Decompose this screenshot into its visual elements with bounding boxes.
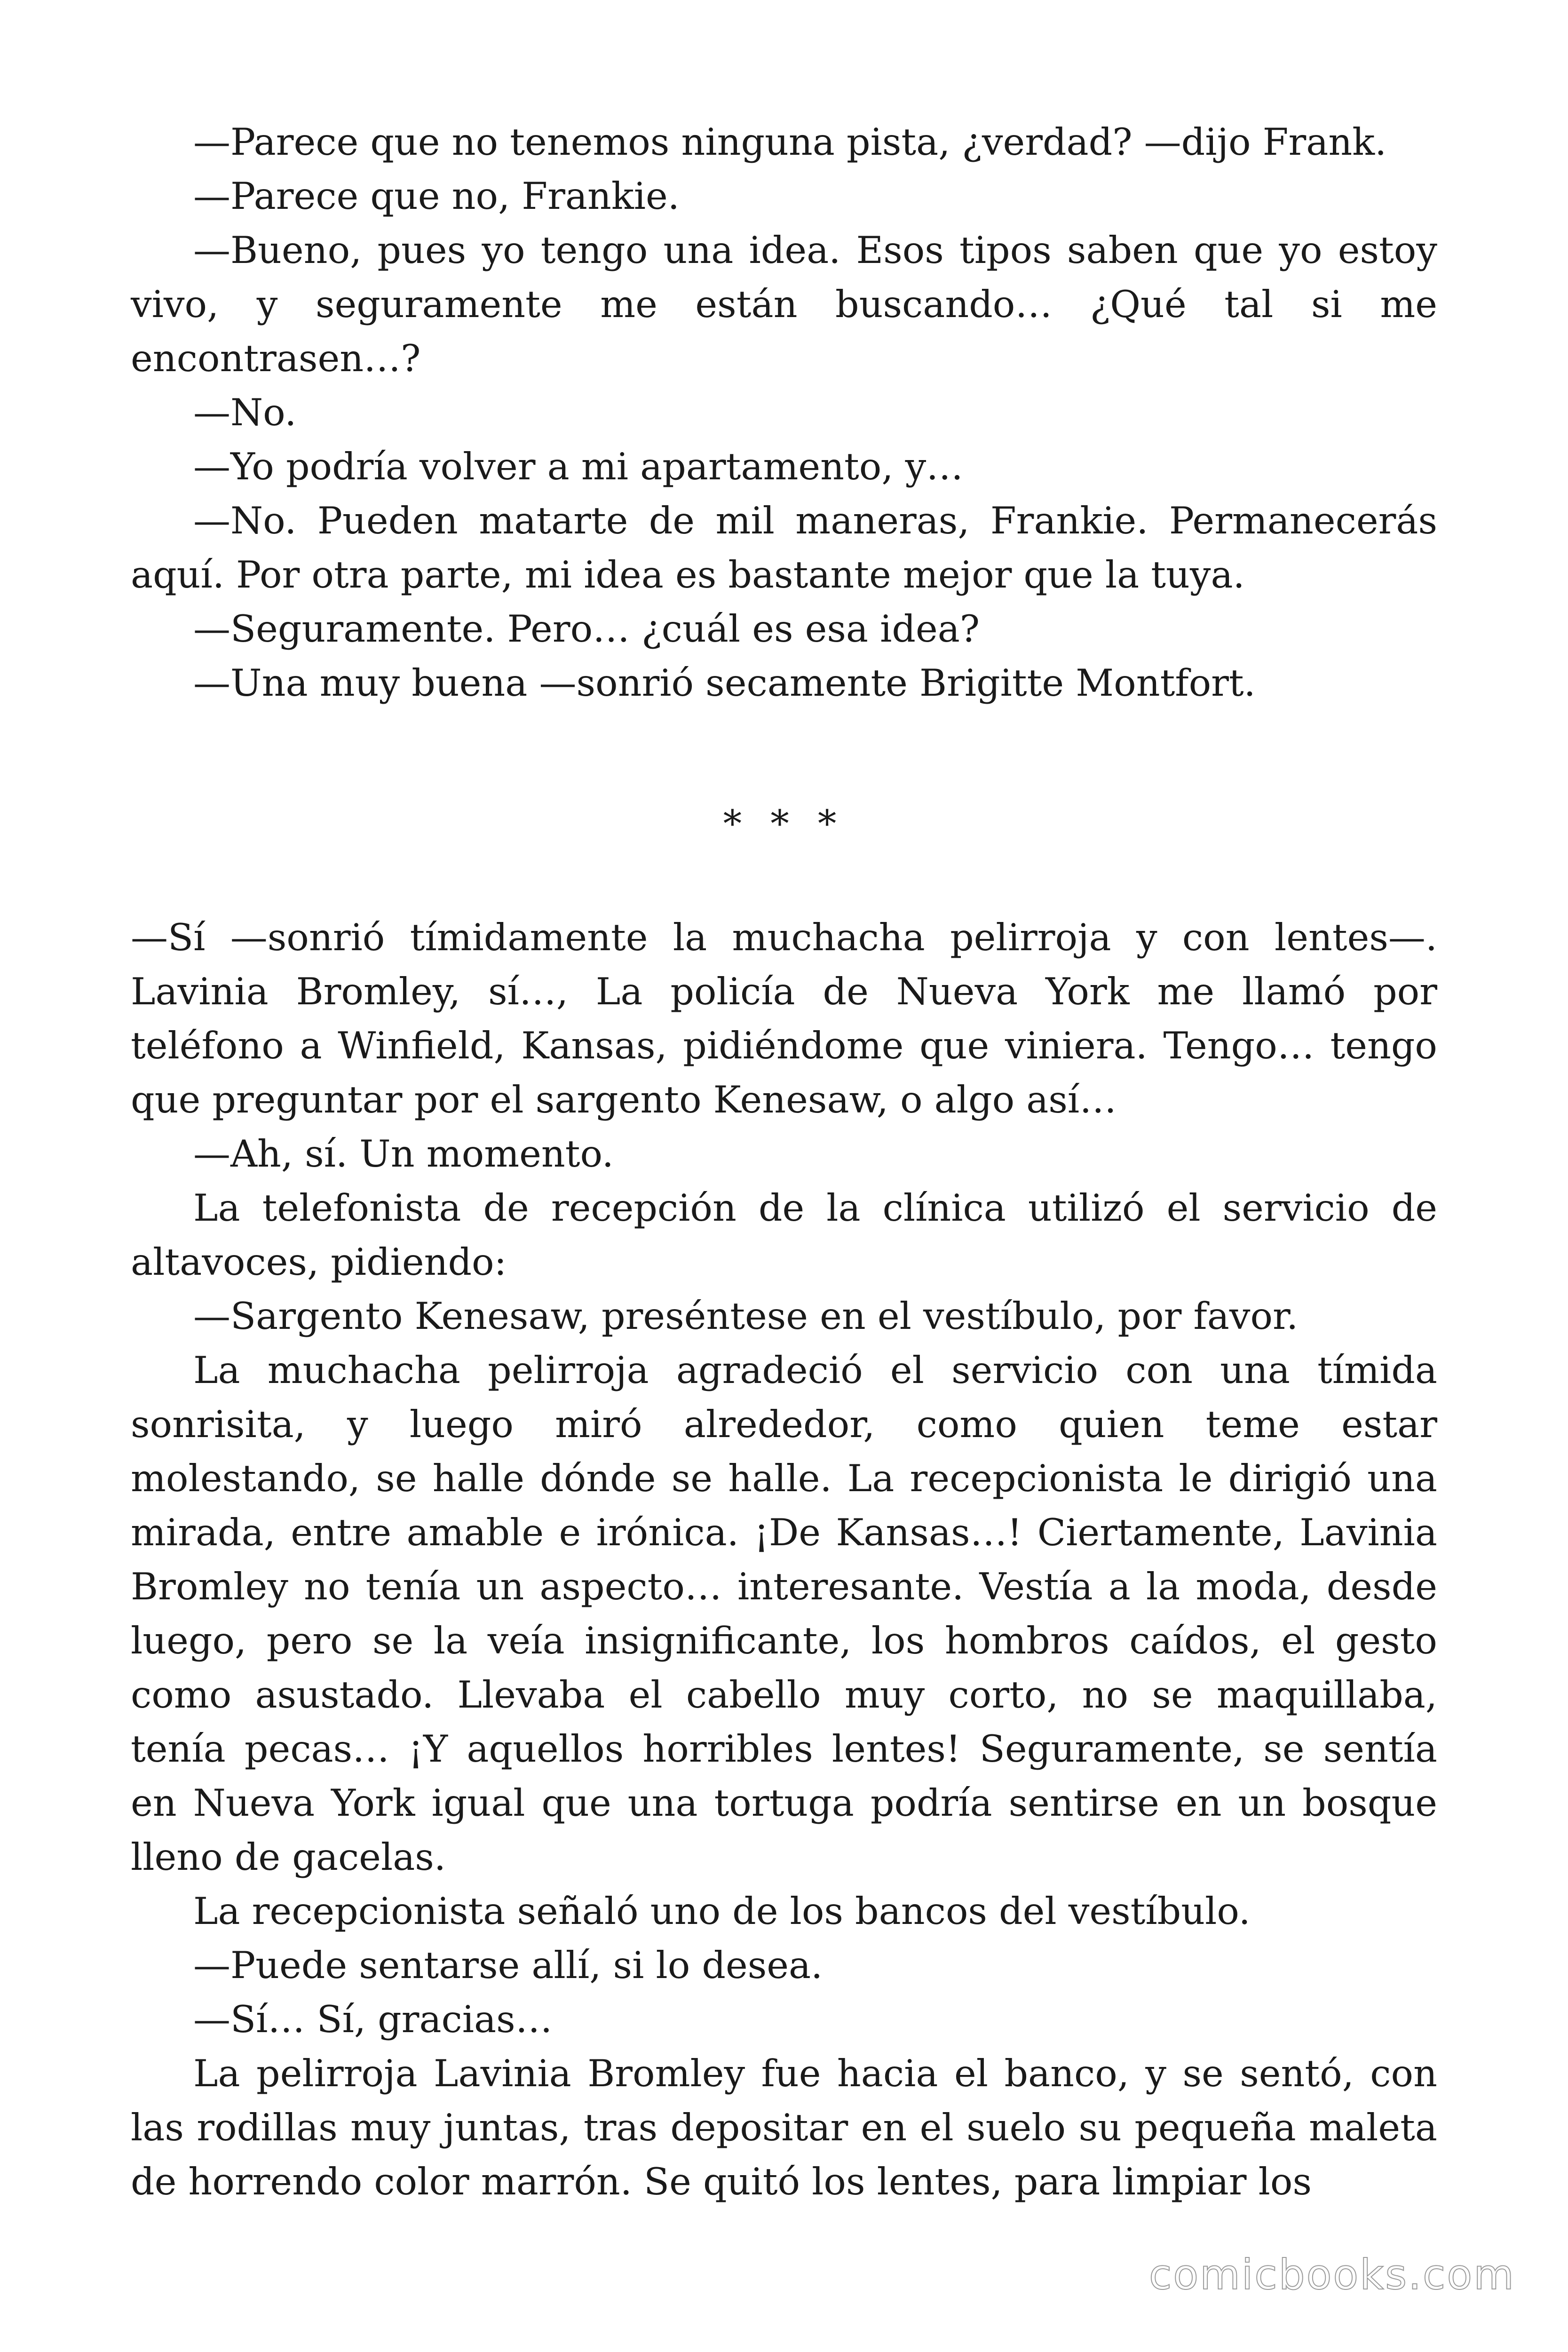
paragraph: —Parece que no tenemos ninguna pista, ¿verdad? —dijo Frank. <box>193 120 1387 164</box>
section-separator: * * * <box>723 802 845 845</box>
paragraph: —Sí… Sí, gracias… <box>193 1998 553 2041</box>
paragraph: —No. <box>193 391 297 434</box>
paragraph: —Una muy buena —sonrió secamente Brigitte Montfort. <box>193 661 1256 705</box>
paragraph: —Bueno, pues yo tengo una idea. Esos tipos saben que yo estoy vivo, y seguramente me están buscando… ¿Qué tal si me encontrasen…? <box>131 229 1437 380</box>
paragraph: —Sí —sonrió tímidamente la muchacha pelirroja y con lentes—. Lavinia Bromley, sí…, La policía de Nueva York me llamó por teléfono a Winfield, Kansas, pidiéndome que viniera. Tengo… tengo que preguntar por el sargento Kenesaw, o algo así… <box>131 916 1437 1121</box>
paragraph: —Parece que no, Frankie. <box>193 175 680 218</box>
paragraph: —Yo podría volver a mi apartamento, y… <box>193 445 964 488</box>
paragraph: —Puede sentarse allí, si lo desea. <box>193 1944 823 1987</box>
paragraph: La recepcionista señaló uno de los bancos del vestíbulo. <box>193 1890 1251 1933</box>
watermark: comicbooks.com <box>1148 2250 1515 2299</box>
paragraph: —Seguramente. Pero… ¿cuál es esa idea? <box>193 607 980 651</box>
paragraph: —Ah, sí. Un momento. <box>193 1132 614 1176</box>
paragraph: La telefonista de recepción de la clínica utilizó el servicio de altavoces, pidiendo: <box>131 1186 1437 1284</box>
paragraph: La muchacha pelirroja agradeció el servicio con una tímida sonrisita, y luego miró alrededor, como quien teme estar molestando, se halle dónde se halle. La recepcionista le dirigió una mirada, entre amable e irónica. ¡De Kansas…! Ciertamente, Lavinia Bromley no tenía un aspecto… interesante. Vestía a la moda, desde luego, pero se la veía insignificante, los hombros caídos, el gesto como asustado. Llevaba el cabello muy corto, no se maquillaba, tenía pecas… ¡Y aquellos horribles lentes! Seguramente, se sentía en Nueva York igual que una tortuga podría sentirse en un bosque lleno de gacelas. <box>131 1349 1437 1879</box>
page-body <box>131 115 1437 2209</box>
paragraph: La pelirroja Lavinia Bromley fue hacia el banco, y se sentó, con las rodillas muy juntas, tras depositar en el suelo su pequeña maleta de horrendo color marrón. Se quitó los lentes, para limpiar los <box>131 2052 1437 2203</box>
paragraph: —Sargento Kenesaw, preséntese en el vestíbulo, por favor. <box>193 1295 1299 1338</box>
paragraph: —No. Pueden matarte de mil maneras, Frankie. Permanecerás aquí. Por otra parte, mi idea es bastante mejor que la tuya. <box>131 499 1437 596</box>
